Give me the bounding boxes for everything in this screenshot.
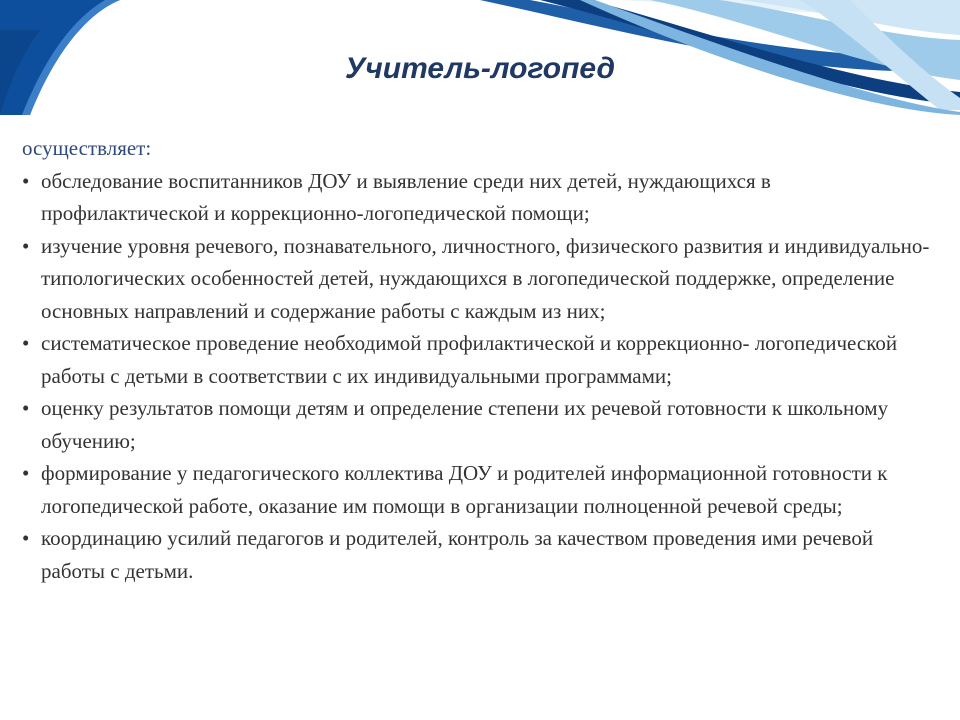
list-item [22,522,942,587]
slide-content [22,132,942,587]
list-item-text: формирование у педагогического коллектива ДОУ и родителей информационной готовности к логопедической работе, оказание им помощи в организации полноценной речевой среды; [41,461,888,518]
list-item [22,392,942,457]
bullet-icon: • [22,331,30,355]
bullet-icon: • [22,168,30,193]
intro-text: осуществляет: [22,136,152,160]
slide-title: Учитель-логопед [344,52,616,85]
bullet-icon: • [22,526,30,550]
list-item-text: изучение уровня речевого, познавательного, личностного, физического развития и индивидуально- типологических особенностей детей, нуждающихся в логопедической поддержке, определение основных направлений и содержание работы с каждым из них; [41,233,930,323]
bullet-list [22,165,942,588]
list-item-text: обследование воспитанников ДОУ и выявление среди них детей, нуждающихся в профилактической и коррекционно-логопедической помощи; [41,168,771,225]
list-item [22,327,942,392]
list-item [22,230,942,328]
bullet-icon: • [22,233,30,258]
list-item-text: координацию усилий педагогов и родителей, контроль за качеством проведения ими речевой работы с детьми. [41,526,874,583]
bullet-icon: • [22,396,30,420]
list-item [22,457,942,522]
list-item-text: систематическое проведение необходимой профилактической и коррекционно- логопедической работы с детьми в соответствии с их индивидуальными программами; [41,331,898,388]
bullet-icon: • [22,461,30,485]
list-item-text: оценку результатов помощи детям и определение степени их речевой готовности к школьному обучению; [41,396,889,453]
list-item [22,165,942,230]
